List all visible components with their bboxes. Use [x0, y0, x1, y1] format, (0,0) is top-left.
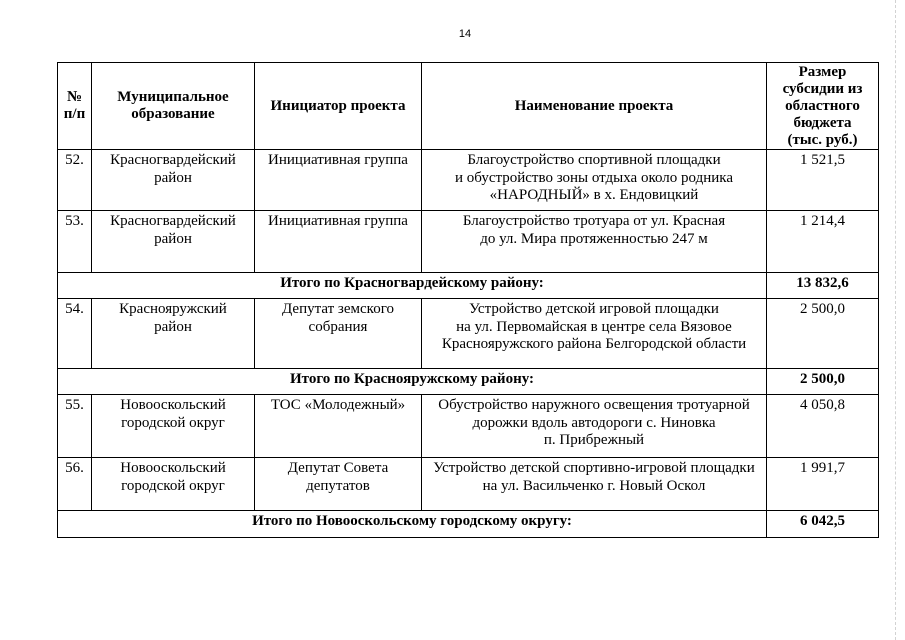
cell-project-name: Устройство детской спортивно-игровой площадки на ул. Васильченко г. Новый Оскол	[422, 458, 767, 511]
cell-initiator: ТОС «Молодежный»	[255, 395, 422, 458]
header-number: № п/п	[58, 63, 92, 150]
cell-initiator: Инициативная группа	[255, 211, 422, 273]
cell-number: 53.	[58, 211, 92, 273]
cell-initiator: Депутат земского собрания	[255, 299, 422, 369]
total-row	[58, 369, 879, 395]
cell-municipality: Краснояружский район	[92, 299, 255, 369]
table-row	[58, 299, 879, 369]
header-municipality: Муниципальное образование	[92, 63, 255, 150]
cell-number: 54.	[58, 299, 92, 369]
scan-edge-line	[895, 0, 896, 640]
total-label: Итого по Краснояружскому району:	[58, 369, 767, 395]
cell-amount: 1 991,7	[767, 458, 879, 511]
cell-project-name: Обустройство наружного освещения тротуарной дорожки вдоль автодороги с. Ниновка п. Прибрежный	[422, 395, 767, 458]
total-amount: 13 832,6	[767, 273, 879, 299]
total-amount: 2 500,0	[767, 369, 879, 395]
cell-number: 56.	[58, 458, 92, 511]
cell-municipality: Красногвардейский район	[92, 211, 255, 273]
cell-municipality: Новооскольский городской округ	[92, 458, 255, 511]
total-amount: 6 042,5	[767, 511, 879, 538]
cell-amount: 1 214,4	[767, 211, 879, 273]
cell-project-name: Устройство детской игровой площадки на ул. Первомайская в центре села Вязовое Краснояружского района Белгородской области	[422, 299, 767, 369]
table-row	[58, 458, 879, 511]
total-label: Итого по Красногвардейскому району:	[58, 273, 767, 299]
cell-project-name: Благоустройство спортивной площадки и обустройство зоны отдыха около родника «НАРОДНЫЙ» в х. Ендовицкий	[422, 150, 767, 211]
total-row	[58, 511, 879, 538]
table-row	[58, 150, 879, 211]
cell-amount: 2 500,0	[767, 299, 879, 369]
table-row	[58, 395, 879, 458]
header-subsidy-amount: Размер субсидии из областного бюджета (тыс. руб.)	[767, 63, 879, 150]
subsidy-table	[57, 62, 879, 538]
header-project-name: Наименование проекта	[422, 63, 767, 150]
page-number: 14	[458, 28, 472, 40]
cell-amount: 4 050,8	[767, 395, 879, 458]
cell-number: 55.	[58, 395, 92, 458]
cell-initiator: Инициативная группа	[255, 150, 422, 211]
cell-number: 52.	[58, 150, 92, 211]
total-label: Итого по Новооскольскому городскому округу:	[58, 511, 767, 538]
cell-project-name: Благоустройство тротуара от ул. Красная до ул. Мира протяженностью 247 м	[422, 211, 767, 273]
cell-municipality: Красногвардейский район	[92, 150, 255, 211]
total-row	[58, 273, 879, 299]
table-row	[58, 211, 879, 273]
table-header-row	[58, 63, 879, 150]
header-initiator: Инициатор проекта	[255, 63, 422, 150]
cell-amount: 1 521,5	[767, 150, 879, 211]
cell-municipality: Новооскольский городской округ	[92, 395, 255, 458]
cell-initiator: Депутат Совета депутатов	[255, 458, 422, 511]
